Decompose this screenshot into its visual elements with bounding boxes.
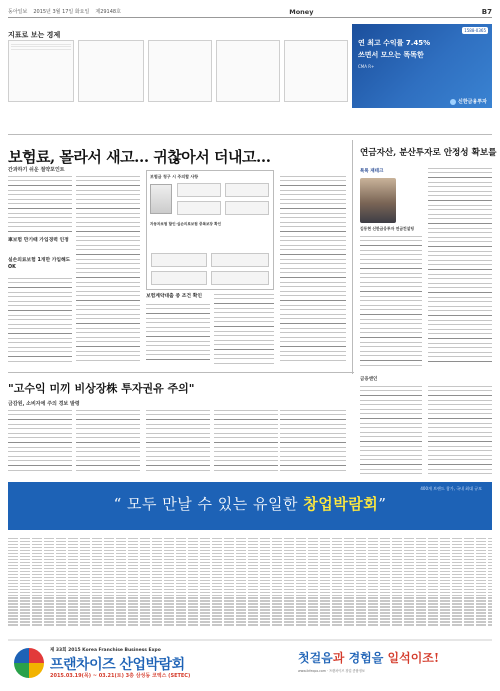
index-table-1 <box>8 40 74 102</box>
opinion2-body-col2 <box>428 386 492 474</box>
bottom-subhead: 금감원, 소비자에 주의 경보 발령 <box>8 401 80 407</box>
brand-line <box>8 600 492 601</box>
brand-line <box>8 586 492 587</box>
slogan-text: 모두 만날 수 있는 유일한 <box>127 495 299 513</box>
expo-banner-ad[interactable] <box>8 482 492 530</box>
brand-line <box>8 618 492 619</box>
brand-line <box>8 574 492 575</box>
brand-line <box>8 583 492 584</box>
graphic-cell <box>151 253 207 267</box>
graphic-subtitle: 자동차보험 할인·실손의료보험 중복보장 확인 <box>150 222 222 226</box>
expo-tagline: 400개 브랜드 참가, 국내 최대 규모 <box>420 486 482 491</box>
section-divider <box>8 134 492 135</box>
index-table-2 <box>78 40 144 102</box>
slogan-b: 경험을 <box>348 651 384 665</box>
slogan-highlight: 창업박람회 <box>303 495 379 513</box>
section-divider <box>8 372 354 373</box>
brand-line <box>8 603 492 604</box>
page-masthead <box>8 6 492 18</box>
brand-line <box>8 612 492 613</box>
index-title: 지표로 보는 경제 <box>8 31 61 39</box>
brand-line <box>8 589 492 590</box>
section-name: Money <box>289 7 314 16</box>
index-table-3 <box>148 40 212 102</box>
body-text-lines <box>428 386 492 474</box>
brand-line <box>8 550 492 551</box>
column-label: 톡톡 재테크 <box>360 169 384 174</box>
slogan-c: 일석이조! <box>387 651 440 665</box>
expo-date-range: 2015.03.19(목) ~ 03.21(토) <box>50 673 124 679</box>
main-subhead-1: 車보험 만기때 가입경력 인정 <box>8 238 69 243</box>
body-text-lines <box>8 410 72 474</box>
body-text-lines <box>146 410 210 474</box>
expo-slogan-big: 첫걸음과 경험을 일석이조! <box>298 651 440 665</box>
masthead-left <box>8 8 121 15</box>
info-graphic <box>146 170 274 290</box>
participating-brands-list <box>8 536 492 634</box>
opinion2-body-col1 <box>360 386 422 474</box>
bottom-body-col3 <box>146 410 210 474</box>
brand-line <box>8 624 492 625</box>
index-table-5 <box>284 40 348 102</box>
brand-line <box>8 615 492 616</box>
brand-line <box>8 568 492 569</box>
ad-brand-name: 신한금융투자 <box>458 99 487 105</box>
opinion-title: 연금자산, 분산투자로 안정성 확보를 <box>360 148 497 158</box>
brand-line <box>8 562 492 563</box>
page-number: B7 <box>481 7 492 16</box>
body-text-lines <box>76 410 140 474</box>
brand-line <box>8 595 492 596</box>
ad-phone: 1588-0365 <box>464 28 486 33</box>
brand-line <box>8 538 492 539</box>
graphic-cell <box>225 201 269 215</box>
main-subhead-3: 보험계약대출 중 조건 확인 <box>146 294 202 299</box>
body-text-lines <box>8 176 72 236</box>
second-column-author: 금융앤인 <box>360 377 378 382</box>
brand-line <box>8 541 492 542</box>
graphic-cell <box>177 201 221 215</box>
brand-line <box>8 565 492 566</box>
slogan-a: 첫걸음 <box>298 651 333 665</box>
body-text-lines <box>360 236 422 366</box>
body-text-lines <box>8 278 72 364</box>
opinion-body-col1 <box>360 236 422 366</box>
brand-line <box>8 559 492 560</box>
column-divider <box>352 140 353 374</box>
shinhan-logo-icon <box>450 99 456 105</box>
expo-logo-icon <box>14 648 44 678</box>
brand-line <box>8 606 492 607</box>
brand-line <box>8 571 492 572</box>
opinion-body-col2 <box>428 168 492 366</box>
body-text-lines <box>428 168 492 366</box>
body-text-lines <box>214 410 278 474</box>
brand-line <box>8 592 492 593</box>
expo-date <box>50 672 190 679</box>
expo-title: 프랜차이즈 산업박람회 <box>50 657 185 673</box>
article-body-col1b <box>8 278 72 364</box>
body-text-lines <box>76 176 140 364</box>
expo-venue: 3층 삼성동 코엑스 (SETEC) <box>125 673 191 679</box>
quote-close: ” <box>378 495 387 513</box>
bottom-body-col4 <box>214 410 278 474</box>
cma-advertisement[interactable] <box>352 24 492 108</box>
document-icon <box>150 184 172 214</box>
expo-footer-ad[interactable] <box>8 639 492 685</box>
ad-headline-rate: 연 최고 수익률 7.45% <box>358 39 431 47</box>
bottom-headline: "고수익 미끼 비상장株 투자권유 주의" <box>8 382 195 395</box>
expo-footer-right <box>298 649 492 679</box>
main-headline: 보험료, 몰라서 새고… 귀찮아서 더내고… <box>8 148 271 166</box>
expo-small-print: www.ikfexpo.com · 프랜차이즈 창업 종합정보 <box>298 669 365 673</box>
expo-edition: 제 33회 2015 Korea Franchise Business Expo <box>50 648 161 653</box>
brand-line <box>8 580 492 581</box>
body-text-lines <box>146 304 210 364</box>
graphic-cell <box>225 183 269 197</box>
author-portrait <box>360 178 396 223</box>
body-text-lines <box>214 294 274 364</box>
paper-name: 동아일보 <box>8 9 28 15</box>
graphic-cell <box>151 271 207 285</box>
table-row <box>11 47 71 49</box>
graphic-title: 보험금 청구 시 주의할 사항 <box>150 174 199 179</box>
body-text-lines <box>280 410 346 474</box>
bottom-body-col1 <box>8 410 72 474</box>
article-body-col4a <box>214 294 274 364</box>
index-table-4 <box>216 40 280 102</box>
article-body-col5 <box>280 176 346 364</box>
graphic-cell <box>177 183 221 197</box>
main-byline: 간과하기 쉬운 절약포인트 <box>8 167 65 173</box>
ad-product-name: CMA R+ <box>358 64 375 69</box>
brand-line <box>8 597 492 598</box>
quote-open: “ <box>113 495 122 513</box>
body-text-lines <box>280 176 346 364</box>
expo-slogan <box>8 493 492 514</box>
bottom-body-col5 <box>280 410 346 474</box>
brand-line <box>8 556 492 557</box>
brand-line <box>8 553 492 554</box>
opinion-author: 김동현 신한금융투자 연금컨설팅 <box>360 226 414 231</box>
brand-line <box>8 609 492 610</box>
article-body-col3 <box>146 304 210 364</box>
ad-headline-product: 쓰면서 모으는 똑똑한 <box>358 51 424 59</box>
ad-brand-logo <box>450 98 487 105</box>
body-text-lines <box>360 386 422 474</box>
graphic-cell <box>211 253 269 267</box>
issue-date: 2015년 3월 17일 화요일 <box>33 9 90 15</box>
bottom-body-col2 <box>76 410 140 474</box>
brand-line <box>8 544 492 545</box>
brand-line <box>8 577 492 578</box>
brand-line <box>8 547 492 548</box>
main-subhead-2: 실손의료보험 1개만 가입해도 OK <box>8 258 71 270</box>
article-body-col2 <box>76 176 140 364</box>
issue-number: 제29148호 <box>95 9 121 15</box>
graphic-cell <box>211 271 269 285</box>
brand-line <box>8 621 492 622</box>
article-body-col1a <box>8 176 72 236</box>
